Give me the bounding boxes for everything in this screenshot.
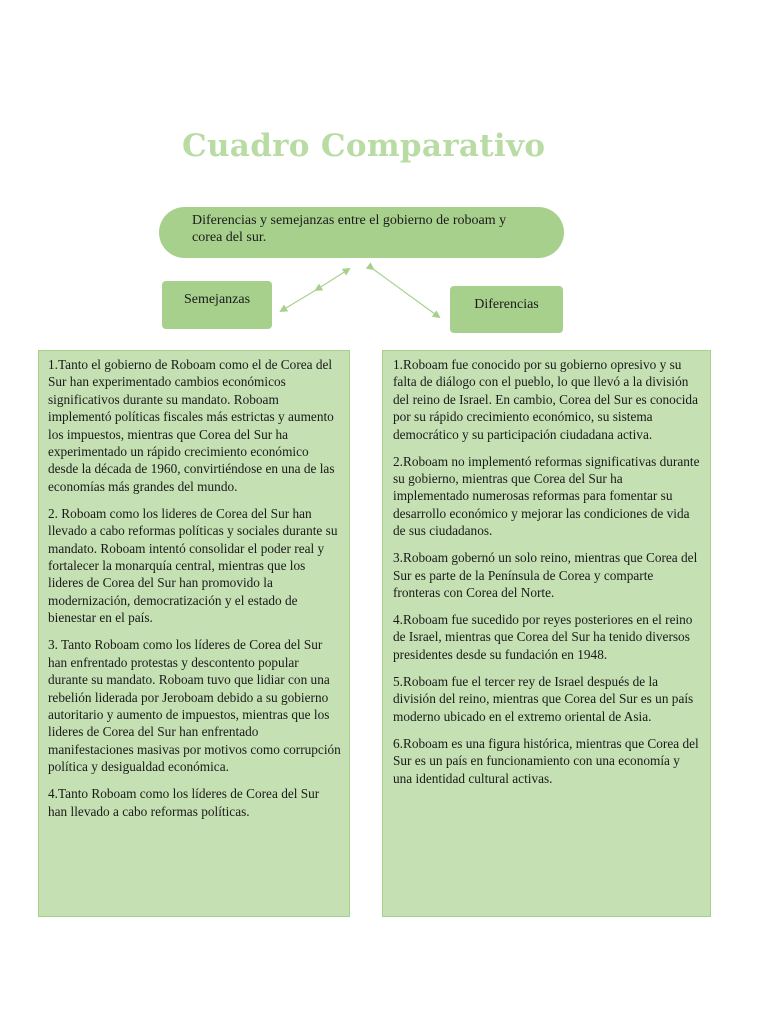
semejanzas-label-text: Semejanzas [183, 292, 251, 307]
arrow-to-diferencias [373, 269, 439, 317]
semejanzas-label [162, 281, 272, 329]
diferencia-item: 2.Roboam no implementó reformas significativas durante su gobierno, mientras que Corea del Sur ha implementado numerosas reformas para fomentar su desarrollo económico y mejorar las condiciones de vida de sus ciudadanos. [393, 453, 700, 539]
diferencia-item: 3.Roboam gobernó un solo reino, mientras que Corea del Sur es parte de la Península de Corea y comparte fronteras con Corea del Norte. [393, 550, 698, 601]
topic-box [159, 207, 564, 258]
page-title: Cuadro Comparativo [182, 128, 546, 164]
arrow-semejanzas-top [316, 269, 349, 290]
diferencia-item: 1.Roboam fue conocido por su gobierno opresivo y su falta de diálogo con el pueblo, lo que llevó a la división del reino de Israel. En cambio, Corea del Sur es conocida por su rápido crecimiento económico, su sistema democrático y su participación ciudadana activa. [393, 357, 698, 442]
semejanza-item: 1.Tanto el gobierno de Roboam como el de Corea del Sur han experimentado cambios económicos significativos durante su mandato. Roboam implementó políticas fiscales más estrictas y aumento los impuestos, mientras que Corea del Sur ha experimentado un rápido crecimiento económico desde la década de 1960, convirtiéndose en una de las economías más grandes del mundo. [48, 357, 335, 494]
topic-text: Diferencias y semejanzas entre el gobierno de roboam y corea del sur. [192, 213, 507, 245]
semejanza-item: 4.Tanto Roboam como los líderes de Corea del Sur han llevado a cabo reformas políticas. [48, 786, 320, 819]
diferencias-label [450, 286, 563, 333]
semejanza-item: 3. Tanto Roboam como los líderes de Corea del Sur han enfrentado protestas y descontento popular durante su mandato. Roboam tuvo que lidiar con una rebelión liderada por Jeroboam debido a su gobierno autoritario y aumento de impuestos, mientras que los lideres de Corea del Sur han enfrentado manifestaciones masivas por motivos como corrupción política y desigualdad económica. [48, 637, 341, 775]
diferencia-item: 4.Roboam fue sucedido por reyes posteriores en el reino de Israel, mientras que Corea del Sur ha tenido diversos presidentes desde su fundación en 1948. [393, 612, 693, 662]
semejanza-item: 2. Roboam como los lideres de Corea del Sur han llevado a cabo reformas políticas y sociales durante su mandato. Roboam intentó consolidar el poder real y fortalecer la monarquía central, mientras que los lideres de Corea del Sur han promovido la modernización, democratización y el estado de bienestar en el país. [48, 505, 338, 626]
diferencia-item: 5.Roboam fue el tercer rey de Israel después de la división del reino, mientras que Corea del Sur es un país moderno ubicado en el extremo oriental de Asia. [393, 673, 694, 724]
arrow-to-semejanzas [281, 290, 316, 311]
diferencia-item: 6.Roboam es una figura histórica, mientras que Corea del Sur es un país en funcionamiento con una economía y una identidad cultural activas. [393, 735, 699, 786]
diferencias-panel [382, 350, 711, 917]
semejanzas-panel [38, 350, 350, 917]
diferencias-label-text: Diferencias [474, 297, 539, 312]
